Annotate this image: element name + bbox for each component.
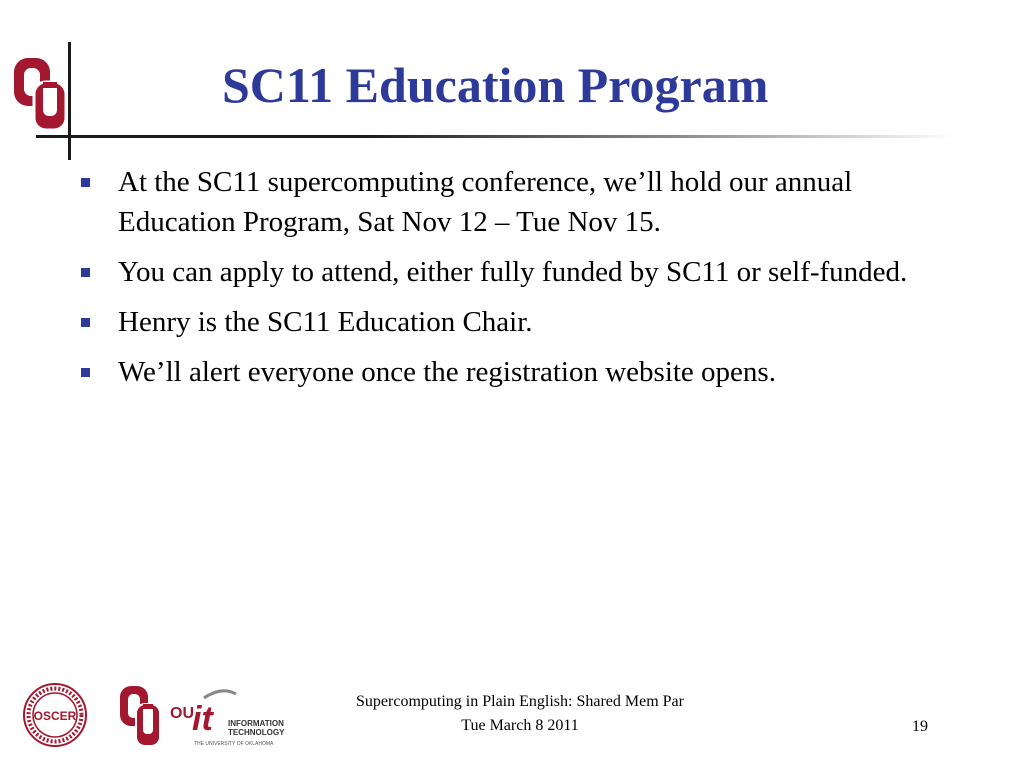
bullet-item [78, 352, 928, 392]
svg-text:OSCER: OSCER [33, 709, 77, 723]
svg-text:THE UNIVERSITY OF OKLAHOMA: THE UNIVERSITY OF OKLAHOMA [194, 741, 274, 747]
square-bullet-icon [81, 178, 90, 187]
oscer-seal-icon [24, 684, 86, 746]
bullet-item [78, 252, 928, 292]
footer-caption [300, 690, 740, 738]
bullet-item [78, 162, 928, 242]
svg-text:TECHNOLOGY: TECHNOLOGY [228, 728, 285, 737]
square-bullet-icon [81, 368, 90, 377]
footer-line-date: Tue March 8 2011 [461, 717, 579, 734]
svg-text:it: it [192, 700, 213, 738]
svg-text:OU: OU [170, 705, 194, 722]
title-horizontal-rule [36, 135, 956, 138]
ou-it-logo-icon [170, 691, 285, 747]
title-vertical-rule [68, 42, 71, 160]
bullet-text: At the SC11 supercomputing conference, we’ll hold our annual Education Program, Sat Nov 12 – Tue Nov 15. [118, 166, 853, 238]
square-bullet-icon [81, 268, 90, 277]
footer-line-course: Supercomputing in Plain English: Shared Mem Par [356, 693, 684, 710]
bullet-item [78, 302, 928, 342]
footer-logos [22, 682, 292, 748]
ou-footer-logo-icon [120, 686, 160, 746]
square-bullet-icon [81, 318, 90, 327]
page-number: 19 [912, 718, 928, 735]
ou-logo-icon [12, 56, 68, 132]
bullet-list [78, 162, 928, 402]
bullet-text: We’ll alert everyone once the registration website opens. [118, 356, 776, 388]
bullet-text: You can apply to attend, either fully funded by SC11 or self-funded. [118, 256, 908, 288]
bullet-text: Henry is the SC11 Education Chair. [118, 306, 533, 338]
svg-text:INFORMATION: INFORMATION [228, 719, 284, 728]
slide-title: SC11 Education Program [222, 57, 769, 113]
